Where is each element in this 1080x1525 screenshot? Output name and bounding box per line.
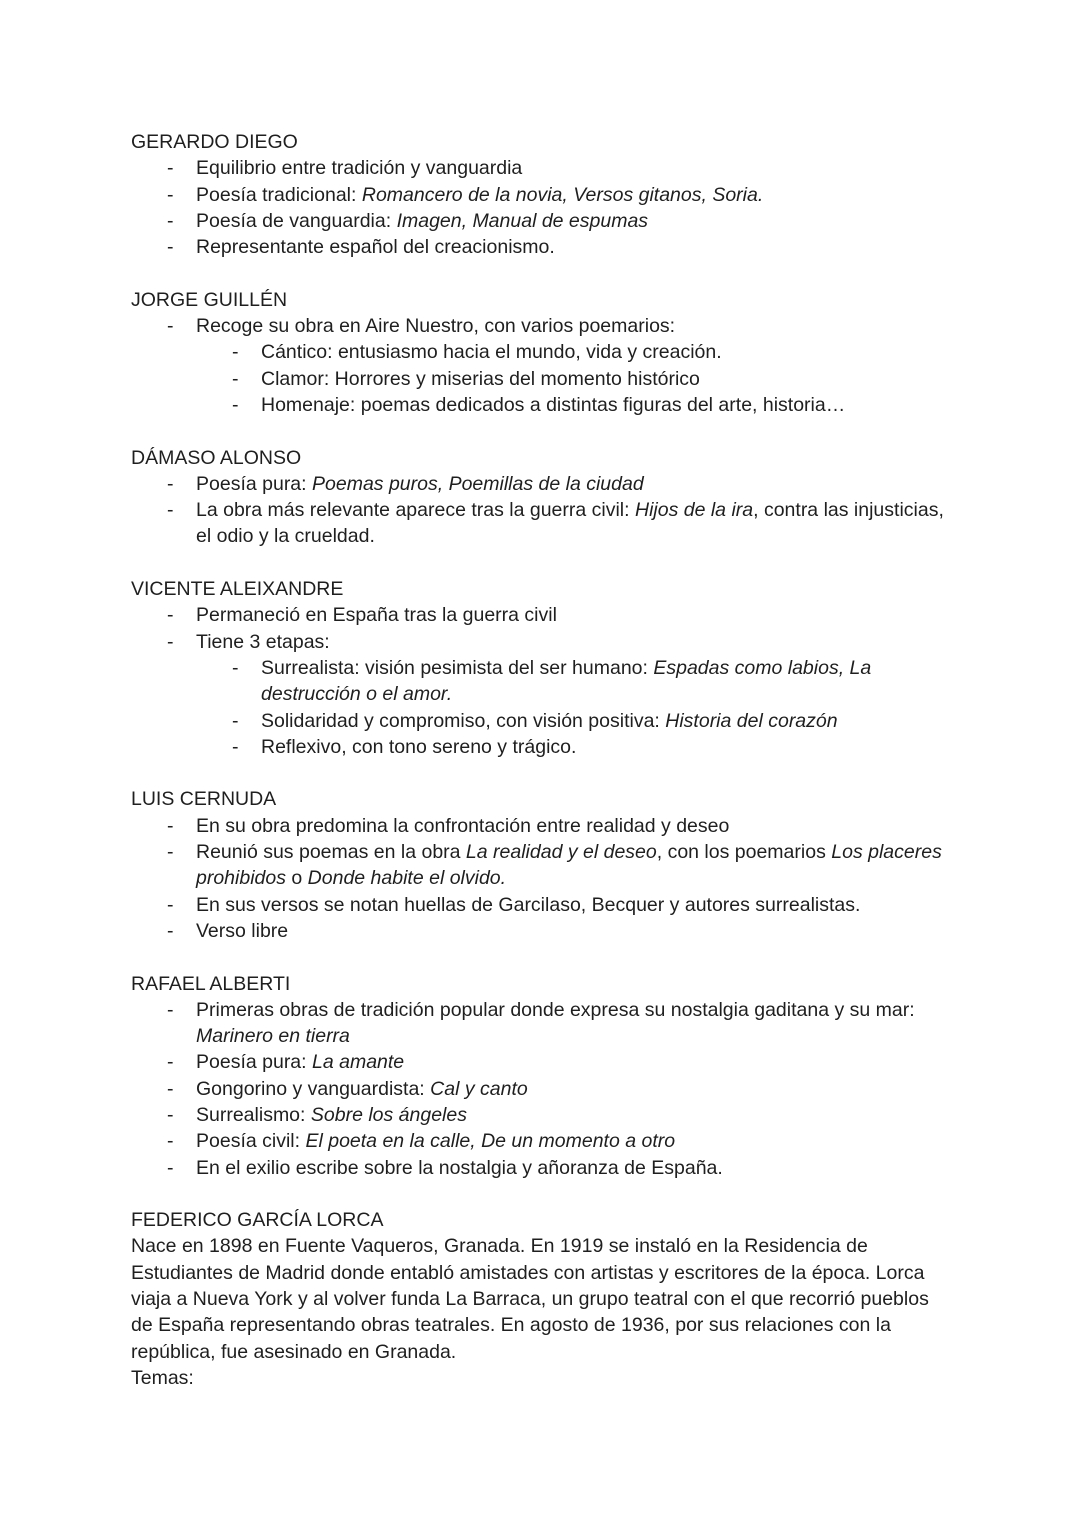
sub-list-item [196, 339, 951, 365]
item-text: Reunió sus poemas en la obra [196, 841, 466, 864]
sub-bullet-list [196, 655, 951, 760]
section-heading: GERARDO DIEGO [131, 131, 298, 153]
bullet-list [131, 471, 951, 550]
section-gerardo-diego [131, 129, 951, 260]
work-title: Marinero en tierra [196, 1025, 350, 1048]
list-item [131, 234, 951, 260]
dash-bullet: - [167, 472, 174, 495]
dash-bullet: - [167, 630, 174, 653]
dash-bullet: - [167, 236, 174, 259]
dash-bullet: - [167, 1156, 174, 1179]
item-text: Representante español del creacionismo. [196, 236, 555, 259]
section-garcia-lorca [131, 1207, 951, 1391]
item-text: Poesía tradicional: [196, 183, 362, 206]
item-text: Surrealismo: [196, 1103, 311, 1126]
item-text: Gongorino y vanguardista: [196, 1077, 431, 1100]
temas-label: Temas: [131, 1366, 194, 1389]
dash-bullet: - [167, 841, 174, 864]
list-item [131, 1155, 951, 1181]
dash-bullet: - [167, 998, 174, 1021]
work-title: Espadas como labios, La destrucción o el amor. [261, 656, 872, 706]
item-text: Equilibrio entre tradición y vanguardia [196, 157, 523, 180]
dash-bullet: - [167, 1077, 174, 1100]
dash-bullet: - [167, 1103, 174, 1126]
item-text: La obra más relevante aparece tras la guerra civil: [196, 499, 635, 522]
list-item [131, 892, 951, 918]
work-title: Donde habite el olvido. [307, 867, 507, 890]
work-title: Poemas puros, Poemillas de la ciudad [312, 472, 644, 495]
dash-bullet: - [167, 1130, 174, 1153]
item-text: Homenaje: poemas dedicados a distintas figuras del arte, historia… [261, 393, 846, 416]
dash-bullet: - [167, 604, 174, 627]
work-title: Historia del corazón [665, 709, 838, 732]
section-heading: VICENTE ALEIXANDRE [131, 578, 344, 601]
bullet-list [131, 813, 951, 944]
sub-bullet-list [196, 339, 951, 418]
sub-list-item [196, 366, 951, 392]
item-text: , con los poemarios [656, 841, 832, 864]
list-item [131, 1049, 951, 1075]
section-heading: FEDERICO GARCÍA LORCA [131, 1209, 384, 1232]
sub-list-item [196, 392, 951, 418]
section-heading: DÁMASO ALONSO [131, 446, 302, 469]
list-item [131, 208, 951, 234]
work-title: Los placeres prohibidos [196, 841, 942, 890]
list-item [131, 918, 951, 944]
dash-bullet: - [167, 157, 174, 180]
item-text: Clamor: Horrores y miserias del momento histórico [261, 367, 700, 390]
section-jorge-guillen [131, 287, 951, 418]
item-text: Permaneció en España tras la guerra civil [196, 604, 557, 627]
section-damaso-alonso [131, 445, 951, 550]
dash-bullet: - [232, 709, 239, 732]
item-text: Poesía civil: [196, 1130, 306, 1153]
list-item [131, 471, 951, 497]
item-text: Primeras obras de tradición popular donde expresa su nostalgia gaditana y su mar: [196, 998, 915, 1021]
item-text: Recoge su obra en Aire Nuestro, con varios poemarios: [196, 315, 676, 338]
item-text: Verso libre [196, 919, 289, 942]
dash-bullet: - [232, 735, 239, 758]
item-text: Poesía pura: [196, 1051, 312, 1074]
item-text: En el exilio escribe sobre la nostalgia y añoranza de España. [196, 1156, 723, 1179]
item-text: Reflexivo, con tono sereno y trágico. [261, 735, 577, 758]
list-item [131, 813, 951, 839]
list-item [131, 497, 951, 550]
bullet-list [131, 313, 951, 418]
list-item [131, 182, 951, 208]
work-title: La amante [312, 1051, 405, 1074]
sub-list-item [196, 655, 951, 708]
dash-bullet: - [232, 393, 239, 416]
section-heading: LUIS CERNUDA [131, 788, 277, 811]
bullet-list [131, 155, 951, 260]
document-content [131, 129, 951, 1418]
item-text: Poesía pura: [196, 472, 312, 495]
list-item [131, 997, 951, 1050]
work-title: La realidad y el deseo [465, 841, 657, 864]
item-text: Cántico: entusiasmo hacia el mundo, vida y creación. [261, 341, 722, 364]
list-item [131, 155, 951, 181]
dash-bullet: - [232, 656, 239, 679]
list-item [131, 1076, 951, 1102]
biography-paragraph: Nace en 1898 en Fuente Vaqueros, Granada. En 1919 se instaló en la Residencia de Estudiantes de Madrid donde entabló amistades con artistas y escritores de la época. Lorca viaja a Nueva York y al volver funda La Barraca, un grupo teatral con el que recorrió pueblos de España representando obras teatrales. En agosto de 1936, por sus relaciones con la república, fue asesinado en Granada. [131, 1235, 929, 1363]
bullet-list [131, 602, 951, 760]
section-luis-cernuda [131, 786, 951, 944]
dash-bullet: - [232, 367, 239, 390]
dash-bullet: - [167, 814, 174, 837]
list-item [131, 1102, 951, 1128]
work-title: Hijos de la ira [634, 499, 754, 522]
section-heading: RAFAEL ALBERTI [131, 972, 291, 995]
list-item [131, 839, 951, 892]
dash-bullet: - [167, 209, 174, 232]
dash-bullet: - [167, 499, 174, 522]
item-text: Solidaridad y compromiso, con visión positiva: [261, 709, 666, 732]
list-item [131, 1128, 951, 1154]
section-heading: JORGE GUILLÉN [131, 288, 288, 311]
work-title: Imagen, Manual de espumas [396, 209, 649, 232]
work-title: Romancero de la novia, Versos gitanos, Soria. [361, 183, 764, 206]
bullet-list [131, 997, 951, 1181]
list-item [131, 629, 951, 760]
dash-bullet: - [167, 315, 174, 338]
item-text: Poesía de vanguardia: [196, 209, 397, 232]
dash-bullet: - [167, 1051, 174, 1074]
work-title: El poeta en la calle, De un momento a otro [305, 1130, 676, 1153]
section-vicente-aleixandre [131, 576, 951, 760]
item-text: En sus versos se notan huellas de Garcilaso, Becquer y autores surrealistas. [196, 893, 861, 916]
item-text: Surrealista: visión pesimista del ser humano: [261, 656, 654, 679]
dash-bullet: - [167, 919, 174, 942]
work-title: Cal y canto [430, 1077, 528, 1100]
dash-bullet: - [232, 341, 239, 364]
sub-list-item [196, 708, 951, 734]
list-item [131, 313, 951, 418]
sub-list-item [196, 734, 951, 760]
item-text: o [285, 867, 308, 890]
dash-bullet: - [167, 893, 174, 916]
item-text: , contra las injusticias, el odio y la crueldad. [196, 499, 944, 548]
work-title: Sobre los ángeles [310, 1103, 467, 1126]
item-text: Tiene 3 etapas: [196, 630, 330, 653]
list-item [131, 602, 951, 628]
section-rafael-alberti [131, 971, 951, 1181]
dash-bullet: - [167, 183, 174, 206]
item-text: En su obra predomina la confrontación entre realidad y deseo [196, 814, 730, 837]
